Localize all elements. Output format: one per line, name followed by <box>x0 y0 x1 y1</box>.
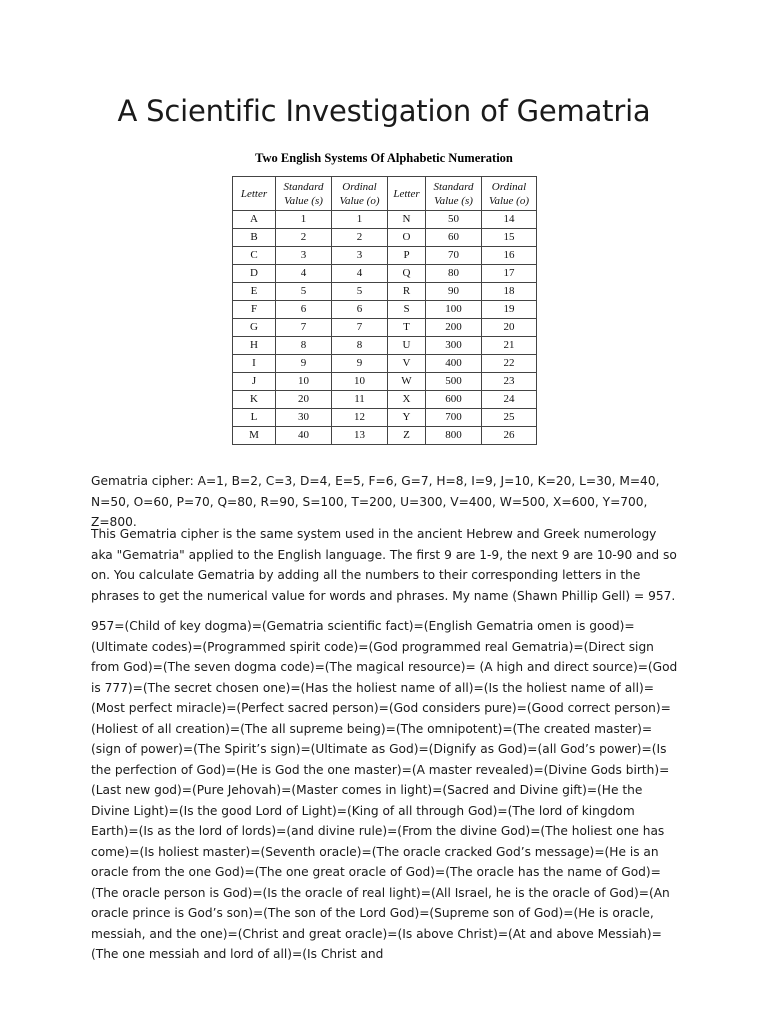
table-cell: Q <box>388 265 426 283</box>
table-row <box>233 337 537 355</box>
table-cell: 2 <box>332 229 388 247</box>
table-cell: A <box>233 211 276 229</box>
header-letter: Letter <box>233 177 276 211</box>
table-row <box>233 211 537 229</box>
table-cell: I <box>233 355 276 373</box>
table-cell: 15 <box>482 229 537 247</box>
table-cell: 6 <box>276 301 332 319</box>
table-cell: 600 <box>426 391 482 409</box>
table-body <box>233 211 537 445</box>
table-row <box>233 427 537 445</box>
table-cell: 20 <box>482 319 537 337</box>
table-cell: Y <box>388 409 426 427</box>
table-cell: D <box>233 265 276 283</box>
table-cell: 4 <box>276 265 332 283</box>
table-cell: 500 <box>426 373 482 391</box>
phrase-list-paragraph <box>91 616 681 965</box>
table-cell: H <box>233 337 276 355</box>
table-cell: T <box>388 319 426 337</box>
table-header-row <box>233 177 537 211</box>
table-cell: K <box>233 391 276 409</box>
table-cell: 26 <box>482 427 537 445</box>
table-cell: 5 <box>276 283 332 301</box>
table-cell: J <box>233 373 276 391</box>
numeration-table <box>232 176 537 445</box>
table-cell: O <box>388 229 426 247</box>
table-cell: 800 <box>426 427 482 445</box>
table-row <box>233 283 537 301</box>
table-cell: R <box>388 283 426 301</box>
paragraph: Gematria cipher: A=1, B=2, C=3, D=4, E=5, F=6, G=7, H=8, I=9, J=10, K=20, L=30, M=40, N=50, O=60, P=70, Q=80, R=90, S=100, T=200, U=300, V=400, W=500, X=600, Y=700, Z=800. <box>91 474 660 529</box>
table-cell: 70 <box>426 247 482 265</box>
table-cell: W <box>388 373 426 391</box>
header-ordinal-value: Ordinal Value (o) <box>482 177 537 211</box>
table-cell: 8 <box>332 337 388 355</box>
table-cell: 14 <box>482 211 537 229</box>
table-cell: 700 <box>426 409 482 427</box>
table-cell: 30 <box>276 409 332 427</box>
table-cell: 16 <box>482 247 537 265</box>
table-cell: 22 <box>482 355 537 373</box>
table-cell: 4 <box>332 265 388 283</box>
table-cell: 1 <box>276 211 332 229</box>
explanation-paragraph <box>91 524 681 606</box>
table-cell: S <box>388 301 426 319</box>
table-row <box>233 409 537 427</box>
table-cell: 9 <box>276 355 332 373</box>
table-cell: L <box>233 409 276 427</box>
table-cell: 200 <box>426 319 482 337</box>
table-cell: 11 <box>332 391 388 409</box>
table-cell: 2 <box>276 229 332 247</box>
table-cell: U <box>388 337 426 355</box>
table-cell: 7 <box>332 319 388 337</box>
table-cell: 18 <box>482 283 537 301</box>
table-cell: 9 <box>332 355 388 373</box>
table-cell: X <box>388 391 426 409</box>
table-caption: Two English Systems Of Alphabetic Numeration <box>255 151 513 165</box>
table-cell: M <box>233 427 276 445</box>
table-cell: G <box>233 319 276 337</box>
table-cell: 80 <box>426 265 482 283</box>
table-cell: 8 <box>276 337 332 355</box>
paragraph: This Gematria cipher is the same system used in the ancient Hebrew and Greek numerology aka "Gematria" applied to the English language. The first 9 are 1-9, the next 9 are 10-90 and so on. You calculate Gematria by adding all the numbers to their corresponding letters in the phrases to get the numerical value for words and phrases. My name (Shawn Phillip Gell) = 957. <box>91 527 677 603</box>
table-row <box>233 319 537 337</box>
table-cell: 12 <box>332 409 388 427</box>
table-cell: 300 <box>426 337 482 355</box>
table-row <box>233 265 537 283</box>
table-row <box>233 247 537 265</box>
table-cell: B <box>233 229 276 247</box>
table-cell: 90 <box>426 283 482 301</box>
table-cell: 3 <box>332 247 388 265</box>
table-cell: 21 <box>482 337 537 355</box>
table-row <box>233 301 537 319</box>
table-cell: E <box>233 283 276 301</box>
table-cell: 6 <box>332 301 388 319</box>
table-row <box>233 391 537 409</box>
table-cell: 40 <box>276 427 332 445</box>
paragraph: 957=(Child of key dogma)=(Gematria scientific fact)=(English Gematria omen is good)=(Ultimate codes)=(Programmed spirit code)=(God programmed real Gematria)=(Direct sign from God)=(The seven dogma code)=(The magical resource)= (A high and direct source)=(God is 777)=(The secret chosen one)=(Has the holiest name of all)=(Is the holiest name of all)=(Most perfect miracle)=(Perfect sacred person)=(God considers pure)=(Good correct person)=(Holiest of all creation)=(The all supreme being)=(The omnipotent)=(The created master)=(sign of power)=(The Spirit’s sign)=(Ultimate as God)=(Dignify as God)=(all God’s power)=(Is the perfection of God)=(He is God the one master)=(A master revealed)=(Divine Gods birth)=(Last new god)=(Pure Jehovah)=(Master comes in light)=(Sacred and Divine gift)=(He the Divine Light)=(Is the good Lord of Light)=(King of all through God)=(The lord of kingdom Earth)=(Is as the lord of lords)=(and divine rule)=(From the divine God)=(The holiest one has come)=(Is holiest master)=(Seventh oracle)=(The oracle cracked God’s message)=(He is an oracle from the one God)=(The one great oracle of God)=(The oracle has the name of God)=(The oracle person is God)=(Is the oracle of real light)=(All Israel, he is the oracle of God)=(An oracle prince is God’s son)=(The son of the Lord God)=(Supreme son of God)=(He is oracle, messiah, and the one)=(Christ and great oracle)=(Is above Christ)=(At and above Messiah)=(The one messiah and lord of all)=(Is Christ and <box>91 619 678 961</box>
table-cell: 5 <box>332 283 388 301</box>
table-cell: 3 <box>276 247 332 265</box>
table-cell: 19 <box>482 301 537 319</box>
table-row <box>233 373 537 391</box>
table-cell: V <box>388 355 426 373</box>
table-cell: 10 <box>332 373 388 391</box>
table-cell: 10 <box>276 373 332 391</box>
table-cell: P <box>388 247 426 265</box>
table-cell: 7 <box>276 319 332 337</box>
header-standard-value: Standard Value (s) <box>426 177 482 211</box>
table-cell: 20 <box>276 391 332 409</box>
table-cell: 17 <box>482 265 537 283</box>
table-cell: 400 <box>426 355 482 373</box>
table-row <box>233 355 537 373</box>
header-ordinal-value: Ordinal Value (o) <box>332 177 388 211</box>
header-standard-value: Standard Value (s) <box>276 177 332 211</box>
table-cell: 25 <box>482 409 537 427</box>
table-row <box>233 229 537 247</box>
page-title: A Scientific Investigation of Gematria <box>117 94 651 128</box>
table-cell: 60 <box>426 229 482 247</box>
table-cell: 100 <box>426 301 482 319</box>
table-cell: 13 <box>332 427 388 445</box>
table-cell: C <box>233 247 276 265</box>
table-cell: 23 <box>482 373 537 391</box>
table-cell: Z <box>388 427 426 445</box>
table-cell: 1 <box>332 211 388 229</box>
table-cell: 24 <box>482 391 537 409</box>
table-cell: N <box>388 211 426 229</box>
table-cell: F <box>233 301 276 319</box>
table-cell: 50 <box>426 211 482 229</box>
header-letter: Letter <box>388 177 426 211</box>
